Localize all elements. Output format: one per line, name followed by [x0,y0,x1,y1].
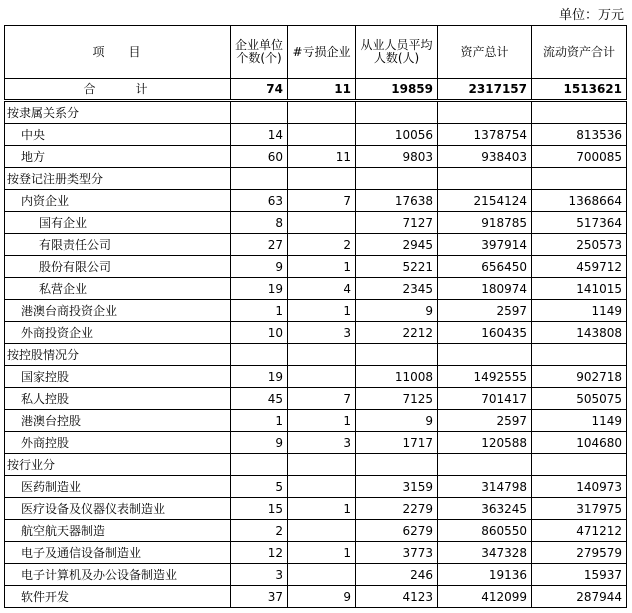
cell-current-assets [532,454,627,476]
cell-companies: 45 [231,388,288,410]
cell-assets: 397914 [438,234,532,256]
cell-companies: 15 [231,498,288,520]
row-label: 外商投资企业 [5,322,231,344]
cell-current-assets: 317975 [532,498,627,520]
total-loss: 11 [288,79,356,101]
row-label: 国家控股 [5,366,231,388]
cell-current-assets: 104680 [532,432,627,454]
table-row [5,234,627,256]
cell-loss: 1 [288,410,356,432]
row-label: 医药制造业 [5,476,231,498]
cell-assets: 938403 [438,146,532,168]
cell-employees: 3159 [356,476,438,498]
cell-companies: 14 [231,124,288,146]
cell-loss: 1 [288,300,356,322]
table-row [5,520,627,542]
cell-loss [288,212,356,234]
row-label: 港澳台商投资企业 [5,300,231,322]
cell-companies: 3 [231,564,288,586]
row-label: 内资企业 [5,190,231,212]
row-label: 电子计算机及办公设备制造业 [5,564,231,586]
cell-employees: 7127 [356,212,438,234]
cell-employees: 11008 [356,366,438,388]
cell-current-assets: 15937 [532,564,627,586]
cell-companies: 60 [231,146,288,168]
row-label: 地方 [5,146,231,168]
cell-assets: 314798 [438,476,532,498]
header-total-assets: 资产总计 [438,26,532,79]
cell-loss [288,454,356,476]
row-label: 外商控股 [5,432,231,454]
section-header-row [5,168,627,190]
cell-companies: 12 [231,542,288,564]
table-row [5,542,627,564]
cell-companies [231,454,288,476]
row-label: 航空航天器制造 [5,520,231,542]
cell-loss: 3 [288,322,356,344]
cell-current-assets [532,344,627,366]
cell-companies: 27 [231,234,288,256]
cell-companies: 2 [231,520,288,542]
cell-employees: 17638 [356,190,438,212]
total-companies: 74 [231,79,288,101]
cell-employees: 4123 [356,586,438,608]
cell-current-assets: 1368664 [532,190,627,212]
cell-assets: 180974 [438,278,532,300]
table-row [5,190,627,212]
cell-employees: 2945 [356,234,438,256]
header-companies: 企业单位个数(个) [231,26,288,79]
section-header-row [5,344,627,366]
row-label: 按隶属关系分 [5,101,231,124]
table-header [5,26,627,79]
cell-employees: 2345 [356,278,438,300]
cell-current-assets: 279579 [532,542,627,564]
cell-loss: 7 [288,190,356,212]
table-row [5,410,627,432]
cell-companies: 1 [231,410,288,432]
cell-assets: 701417 [438,388,532,410]
table-body [5,79,627,608]
cell-employees: 9 [356,410,438,432]
cell-employees: 2212 [356,322,438,344]
cell-employees [356,344,438,366]
table-row [5,564,627,586]
cell-current-assets: 471212 [532,520,627,542]
row-label: 按控股情况分 [5,344,231,366]
cell-loss [288,124,356,146]
table-row [5,476,627,498]
cell-assets: 918785 [438,212,532,234]
row-label: 按行业分 [5,454,231,476]
cell-assets: 160435 [438,322,532,344]
cell-current-assets: 459712 [532,256,627,278]
cell-assets: 2154124 [438,190,532,212]
cell-assets: 656450 [438,256,532,278]
header-item: 项目 [5,26,231,79]
table-row [5,212,627,234]
cell-loss: 2 [288,234,356,256]
cell-companies [231,168,288,190]
cell-current-assets: 250573 [532,234,627,256]
table-row [5,124,627,146]
cell-loss: 3 [288,432,356,454]
cell-employees [356,168,438,190]
cell-assets: 347328 [438,542,532,564]
unit-note: 单位：万元 [558,8,624,23]
cell-current-assets: 902718 [532,366,627,388]
table-row [5,498,627,520]
cell-loss [288,366,356,388]
cell-assets: 363245 [438,498,532,520]
cell-companies: 10 [231,322,288,344]
cell-companies [231,344,288,366]
cell-current-assets: 700085 [532,146,627,168]
cell-employees [356,454,438,476]
cell-loss: 1 [288,256,356,278]
row-label: 港澳台控股 [5,410,231,432]
cell-assets [438,344,532,366]
cell-loss [288,564,356,586]
cell-employees: 10056 [356,124,438,146]
row-label: 按登记注册类型分 [5,168,231,190]
cell-loss: 11 [288,146,356,168]
table-row [5,256,627,278]
table-row [5,586,627,608]
cell-assets: 860550 [438,520,532,542]
cell-current-assets: 143808 [532,322,627,344]
total-employees: 19859 [356,79,438,101]
cell-assets [438,101,532,124]
total-current-assets: 1513621 [532,79,627,101]
cell-loss [288,344,356,366]
cell-loss [288,168,356,190]
cell-current-assets: 517364 [532,212,627,234]
cell-assets: 19136 [438,564,532,586]
cell-employees: 9803 [356,146,438,168]
cell-employees [356,101,438,124]
cell-current-assets: 287944 [532,586,627,608]
table-row [5,146,627,168]
cell-assets: 1378754 [438,124,532,146]
cell-employees: 5221 [356,256,438,278]
cell-assets: 120588 [438,432,532,454]
cell-companies: 19 [231,366,288,388]
table-row [5,432,627,454]
cell-companies: 9 [231,256,288,278]
cell-companies: 5 [231,476,288,498]
row-label: 国有企业 [5,212,231,234]
table-row [5,278,627,300]
cell-current-assets: 1149 [532,300,627,322]
cell-loss: 4 [288,278,356,300]
cell-loss: 7 [288,388,356,410]
row-label: 软件开发 [5,586,231,608]
cell-current-assets [532,168,627,190]
total-assets: 2317157 [438,79,532,101]
row-label: 私营企业 [5,278,231,300]
cell-loss [288,520,356,542]
cell-companies [231,101,288,124]
row-label: 医疗设备及仪器仪表制造业 [5,498,231,520]
row-label: 股份有限公司 [5,256,231,278]
cell-companies: 9 [231,432,288,454]
cell-loss [288,101,356,124]
row-label: 有限责任公司 [5,234,231,256]
cell-current-assets: 141015 [532,278,627,300]
cell-current-assets: 813536 [532,124,627,146]
cell-companies: 19 [231,278,288,300]
cell-loss: 1 [288,542,356,564]
header-current-assets: 流动资产合计 [532,26,627,79]
cell-current-assets: 505075 [532,388,627,410]
cell-companies: 1 [231,300,288,322]
statistics-table [4,25,627,608]
row-label: 电子及通信设备制造业 [5,542,231,564]
cell-employees: 9 [356,300,438,322]
cell-current-assets [532,101,627,124]
cell-companies: 8 [231,212,288,234]
cell-employees: 6279 [356,520,438,542]
table-row [5,366,627,388]
cell-loss [288,476,356,498]
cell-loss: 1 [288,498,356,520]
header-loss-companies: #亏损企业 [288,26,356,79]
cell-employees: 7125 [356,388,438,410]
total-label: 合计 [5,79,231,101]
cell-assets: 2597 [438,410,532,432]
section-header-row [5,101,627,124]
cell-loss: 9 [288,586,356,608]
table-row [5,300,627,322]
cell-current-assets: 140973 [532,476,627,498]
cell-employees: 246 [356,564,438,586]
cell-assets: 2597 [438,300,532,322]
cell-employees: 3773 [356,542,438,564]
cell-assets [438,168,532,190]
section-header-row [5,454,627,476]
cell-companies: 63 [231,190,288,212]
row-label: 中央 [5,124,231,146]
cell-assets: 1492555 [438,366,532,388]
cell-employees: 1717 [356,432,438,454]
total-row [5,79,627,101]
cell-assets: 412099 [438,586,532,608]
header-employees: 从业人员平均人数(人) [356,26,438,79]
cell-assets [438,454,532,476]
cell-employees: 2279 [356,498,438,520]
row-label: 私人控股 [5,388,231,410]
cell-current-assets: 1149 [532,410,627,432]
cell-companies: 37 [231,586,288,608]
table-row [5,388,627,410]
table-row [5,322,627,344]
